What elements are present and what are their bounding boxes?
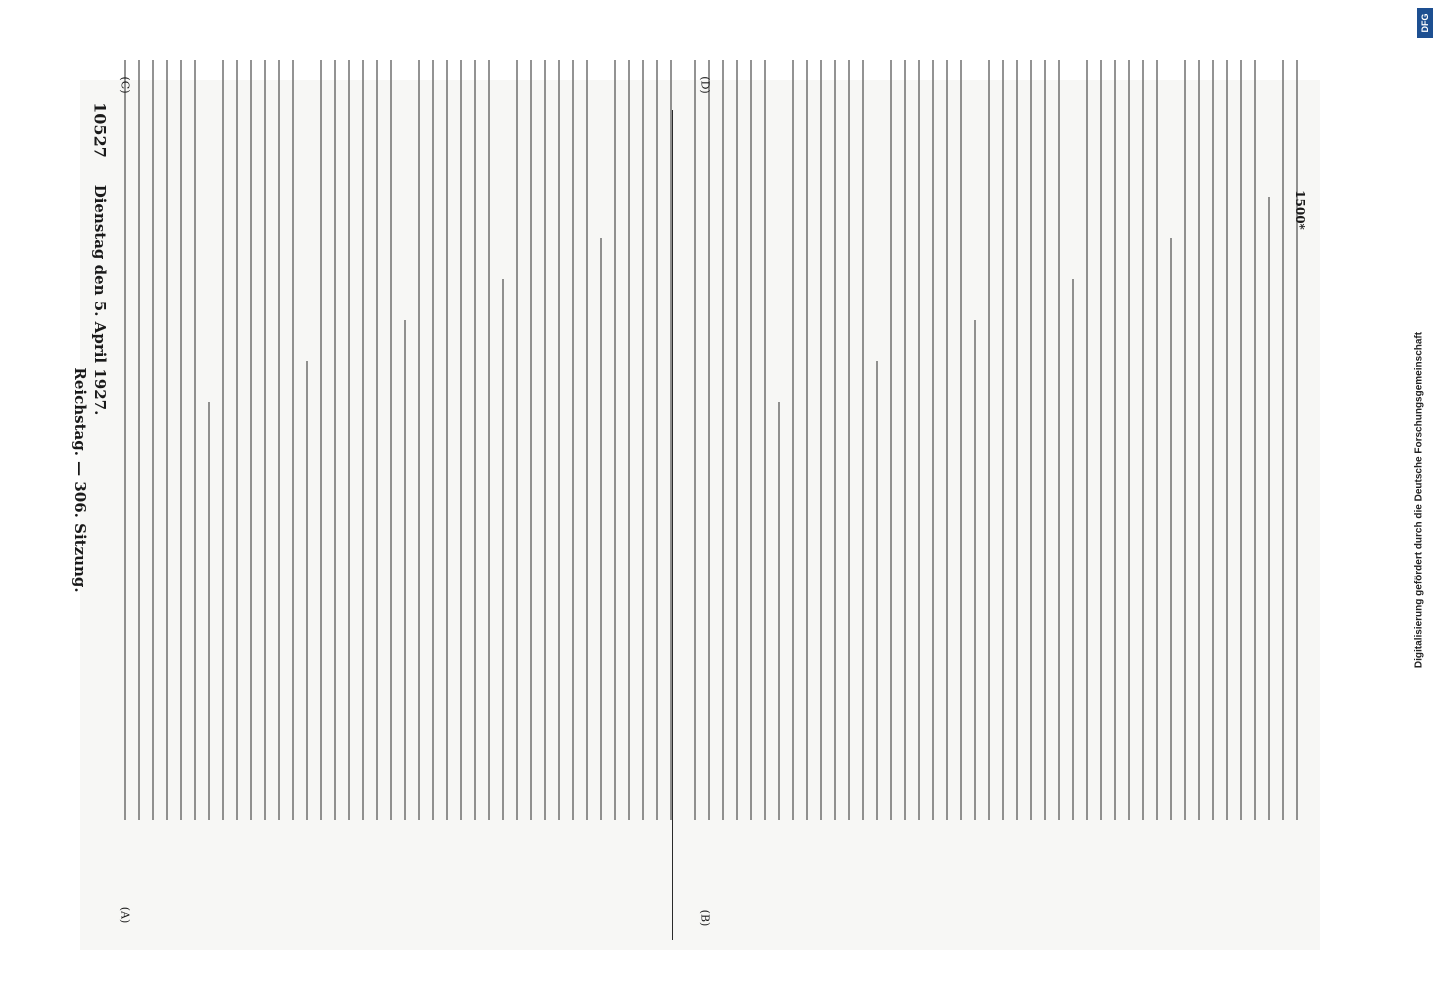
print-line: [1226, 60, 1228, 820]
print-line: [834, 60, 836, 820]
print-line: [572, 60, 574, 820]
print-line: [1142, 60, 1144, 820]
print-line: [642, 60, 644, 820]
print-line: [348, 60, 350, 820]
print-line: [1282, 60, 1284, 820]
print-line: [890, 60, 892, 820]
print-line: [1240, 60, 1242, 820]
print-line: [1268, 197, 1270, 820]
print-line: [516, 60, 518, 820]
print-line: [1114, 60, 1116, 820]
margin-marker-d: (D): [698, 76, 712, 94]
print-line: [792, 60, 794, 820]
print-line: [820, 60, 822, 820]
print-line: [1072, 279, 1074, 820]
print-line: [180, 60, 182, 820]
dfg-logo-icon: [1417, 8, 1433, 38]
print-line: [1156, 60, 1158, 820]
print-line: [586, 60, 588, 820]
print-line: [488, 60, 490, 820]
print-line: [544, 60, 546, 820]
print-line: [1030, 60, 1032, 820]
print-line: [362, 60, 364, 820]
print-line: [194, 60, 196, 820]
print-line: [1170, 238, 1172, 820]
print-line: [806, 60, 808, 820]
print-line: [1086, 60, 1088, 820]
print-line: [376, 60, 378, 820]
print-line: [1100, 60, 1102, 820]
print-line: [876, 361, 878, 820]
print-line: [1016, 60, 1018, 820]
print-line: [432, 60, 434, 820]
print-line: [918, 60, 920, 820]
margin-marker-a: (A): [118, 906, 132, 924]
print-line: [390, 60, 392, 820]
print-line: [1184, 60, 1186, 820]
margin-marker-c: (C): [118, 76, 132, 94]
dfg-credit-text: Digitalisierung gefördert durch die Deutsche Forschungsgemeinschaft: [1413, 331, 1425, 669]
print-line: [166, 60, 168, 820]
print-line: [152, 60, 154, 820]
print-line: [1058, 60, 1060, 820]
print-line: [932, 60, 934, 820]
signature-mark: 1500*: [1293, 190, 1307, 230]
print-line: [1044, 60, 1046, 820]
print-line: [600, 238, 602, 820]
print-line: [988, 60, 990, 820]
print-line: [334, 60, 336, 820]
print-line: [418, 60, 420, 820]
print-line: [404, 320, 406, 820]
print-line: [848, 60, 850, 820]
print-line: [778, 402, 780, 820]
print-line: [1002, 60, 1004, 820]
print-line: [974, 320, 976, 820]
print-line: [236, 60, 238, 820]
dfg-sidebar: [1404, 0, 1434, 1000]
text-column-left: [120, 40, 680, 830]
print-line: [222, 60, 224, 820]
print-line: [460, 60, 462, 820]
print-line: [278, 60, 280, 820]
print-line: [250, 60, 252, 820]
print-line: [904, 60, 906, 820]
column-divider: [672, 110, 673, 940]
print-line: [614, 60, 616, 820]
margin-marker-b: (B): [698, 909, 712, 927]
dfg-badge-text: DFG: [1420, 13, 1430, 33]
print-line: [320, 60, 322, 820]
print-line: [764, 60, 766, 820]
print-line: [862, 60, 864, 820]
print-line: [960, 60, 962, 820]
print-line: [502, 279, 504, 820]
print-line: [264, 60, 266, 820]
print-line: [1198, 60, 1200, 820]
left-page-header: Reichstag. — 306. Sitzung.: [71, 367, 89, 593]
print-line: [208, 402, 210, 820]
print-line: [1254, 60, 1256, 820]
print-line: [946, 60, 948, 820]
print-line: [292, 60, 294, 820]
print-line: [722, 60, 724, 820]
print-line: [1212, 60, 1214, 820]
print-line: [1128, 60, 1130, 820]
print-line: [736, 60, 738, 820]
right-page-header: Dienstag den 5. April 1927.: [91, 184, 109, 416]
print-line: [446, 60, 448, 820]
page-number: 10527: [90, 102, 110, 158]
print-line: [306, 361, 308, 820]
print-line: [694, 60, 696, 820]
print-line: [1296, 60, 1298, 820]
print-line: [656, 60, 658, 820]
print-line: [474, 60, 476, 820]
print-line: [530, 60, 532, 820]
print-line: [708, 60, 710, 820]
print-line: [628, 60, 630, 820]
text-column-right: [690, 40, 1310, 830]
print-line: [124, 60, 126, 820]
print-line: [558, 60, 560, 820]
print-line: [750, 60, 752, 820]
print-line: [138, 60, 140, 820]
